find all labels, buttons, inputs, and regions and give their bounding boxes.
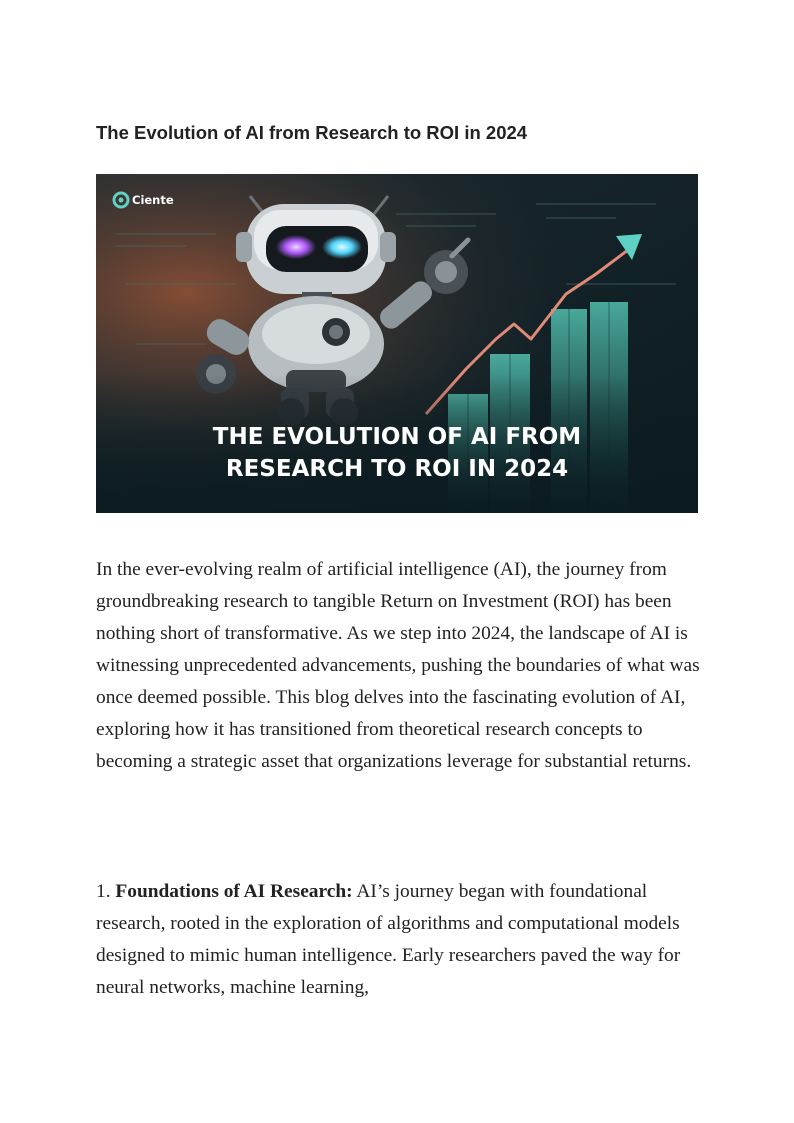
banner-headline-line1: THE EVOLUTION OF AI FROM [212, 424, 582, 450]
banner-image [96, 174, 698, 513]
section-1-number: 1. [96, 881, 111, 902]
page-title: The Evolution of AI from Research to ROI in 2024 [96, 122, 528, 143]
banner-headline-line2: RESEARCH TO ROI IN 2024 [225, 456, 569, 482]
brand-name: Ciente [132, 193, 174, 207]
section-1-heading: Foundations of AI Research: [115, 881, 353, 902]
banner-graphic [96, 174, 698, 513]
section-1-paragraph [96, 876, 706, 1004]
section-1-body: AI’s journey began with foundational research, rooted in the exploration of algorithms and computational models designed to mimic human intelligence. Early researchers paved the way for neural networks, machine learning, [96, 881, 681, 998]
intro-paragraph: In the ever-evolving realm of artificial intelligence (AI), the journey from groundbreaking research to tangible Return on Investment (ROI) has been nothing short of transformative. As we step into 2024, the landscape of AI is witnessing unprecedented advancements, pushing the boundaries of what was once deemed possible. This blog delves into the fascinating evolution of AI, exploring how it has transitioned from theoretical research concepts to becoming a strategic asset that organizations leverage for substantial returns. [96, 559, 700, 772]
